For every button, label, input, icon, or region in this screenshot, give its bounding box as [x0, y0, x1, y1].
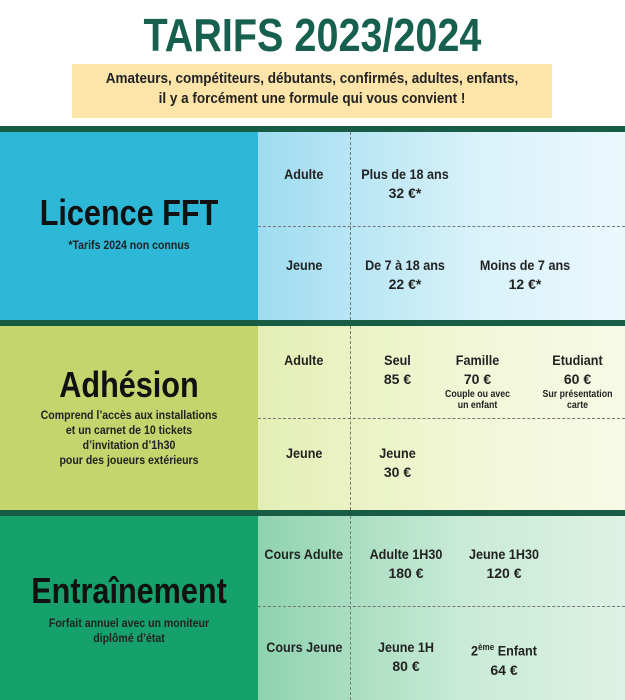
adhesion-price-seul: Seul 85 € — [383, 352, 412, 387]
column-divider — [350, 516, 351, 700]
adhesion-panel — [0, 326, 258, 510]
adhesion-title: Adhésion — [59, 364, 199, 405]
licence-row-label-adulte: Adulte — [284, 166, 324, 182]
entrainement-price-jeune-1h: Jeune 1H 80 € — [377, 639, 435, 674]
adhesion-price-jeune: Jeune 30 € — [379, 445, 416, 480]
adhesion-note: Comprend l’accès aux installations et un carnet de 10 tickets d’invitation d’1h30 pour des joueurs extérieurs — [40, 408, 218, 467]
licence-price-moins-7: Moins de 7 ans 12 €* — [479, 257, 571, 292]
licence-title: Licence FFT — [39, 192, 219, 233]
adhesion-row-label-jeune: Jeune — [285, 445, 323, 461]
entrainement-note: Forfait annuel avec un moniteur diplômé d’état — [48, 616, 210, 645]
row-divider — [258, 418, 625, 419]
subtitle-banner — [72, 64, 552, 118]
entrainement-row-label-jeune: Cours Jeune — [265, 639, 343, 655]
entrainement-panel — [0, 516, 258, 700]
row-divider — [258, 226, 625, 227]
licence-panel — [0, 132, 258, 320]
licence-note: *Tarifs 2024 non connus — [68, 238, 190, 252]
adhesion-price-etudiant: Etudiant 60 € Sur présentation carte — [542, 352, 613, 411]
entrainement-price-jeune-1h30: Jeune 1H30 120 € — [468, 546, 540, 581]
adhesion-price-famille: Famille 70 € Couple ou avec un enfant — [444, 352, 511, 411]
entrainement-price-adulte-1h30: Adulte 1H30 180 € — [369, 546, 443, 581]
adhesion-row-label-adulte: Adulte — [284, 352, 324, 368]
entrainement-title: Entraînement — [31, 570, 227, 611]
subtitle-line-1: Amateurs, compétiteurs, débutants, confirmés, adultes, enfants, — [105, 70, 519, 87]
subtitle-line-2: il y a forcément une formule qui vous convient ! — [158, 90, 466, 107]
row-divider — [258, 606, 625, 607]
licence-price-jeune-7-18: De 7 à 18 ans 22 €* — [365, 257, 445, 292]
licence-price-adulte: Plus de 18 ans 32 €* — [361, 166, 449, 201]
page-title: TARIFS 2023/2024 — [143, 9, 482, 61]
entrainement-row-label-adulte: Cours Adulte — [264, 546, 344, 562]
entrainement-price-2e-enfant: 2ème Enfant 64 € — [471, 642, 537, 678]
licence-row-label-jeune: Jeune — [285, 257, 323, 273]
